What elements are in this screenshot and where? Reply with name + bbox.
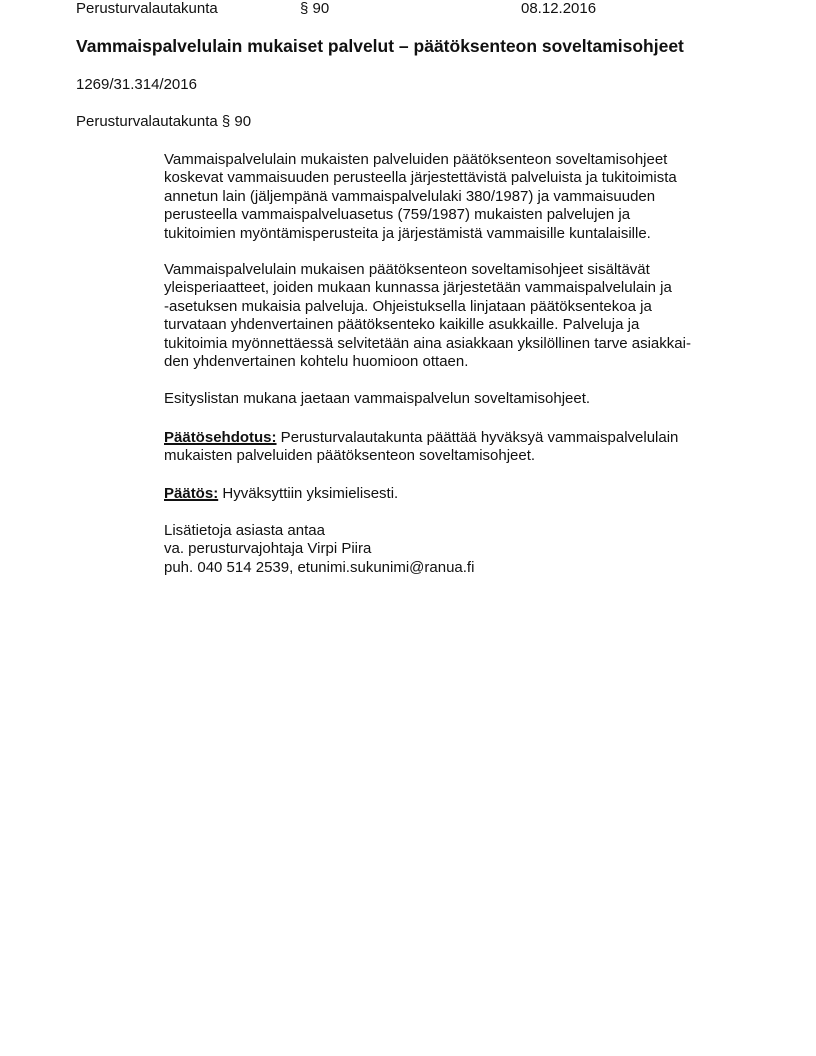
text-line: Esityslistan mukana jaetaan vammaispalvelun soveltamisohjeet.	[164, 390, 591, 407]
proposal-label: Päätösehdotus:	[164, 429, 277, 446]
text-line: mukaisten palveluiden päätöksenteon soveltamisohjeet.	[164, 447, 536, 465]
text-line: turvataan yhdenvertainen päätöksenteko kaikille asukkaille. Palveluja ja	[164, 316, 640, 334]
text-line: Vammaispalvelulain mukaisten palveluiden päätöksenteon soveltamisohjeet	[164, 151, 668, 168]
text-line: -asetuksen mukaisia palveluja. Ohjeistuksella linjataan päätöksentekoa ja	[164, 297, 652, 315]
paragraph-1	[164, 151, 677, 243]
contact-info	[164, 522, 474, 577]
decision-text: Hyväksyttiin yksimielisesti.	[218, 485, 399, 502]
text-line: annetun lain (jäljempänä vammaispalvelulaki 380/1987) ja vammaisuuden	[164, 187, 656, 205]
contact-line: puh. 040 514 2539, etunimi.sukunimi@ranua.fi	[164, 558, 475, 576]
decision-label: Päätös:	[164, 485, 219, 502]
header-date: 08.12.2016	[521, 0, 597, 17]
paragraph-2	[164, 261, 691, 371]
text-line: tukitoimien myöntämisperusteita ja järjestämistä vammaisille kuntalaisille.	[164, 224, 651, 242]
text-line: yleisperiaatteet, joiden mukaan kunnassa järjestetään vammaispalvelulain ja	[164, 279, 672, 297]
decision	[164, 485, 398, 503]
paragraph-3	[164, 390, 590, 408]
text-line: tukitoimia myönnettäessä selvitetään aina asiakkaan yksilöllinen tarve asiakkai-	[164, 334, 691, 352]
text-line: Vammaispalvelulain mukaisen päätöksenteon soveltamisohjeet sisältävät	[164, 261, 650, 278]
record-number: 1269/31.314/2016	[76, 76, 197, 93]
page-title: Vammaispalvelulain mukaiset palvelut – päätöksenteon soveltamisohjeet	[76, 36, 684, 56]
text-line: perusteella vammaispalveluasetus (759/1987) mukaisten palvelujen ja	[164, 206, 631, 224]
committee-section: Perusturvalautakunta § 90	[76, 113, 252, 130]
contact-line: va. perusturvajohtaja Virpi Piira	[164, 540, 372, 558]
contact-line: Lisätietoja asiasta antaa	[164, 522, 325, 539]
text-line: koskevat vammaisuuden perusteella järjestettävistä palveluista ja tukitoimista	[164, 169, 677, 187]
text-line: den yhdenvertainen kohtelu huomioon ottaen.	[164, 353, 469, 371]
header-committee: Perusturvalautakunta	[76, 0, 218, 17]
proposal-text: Perusturvalautakunta päättää hyväksyä vammaispalvelulain	[276, 429, 679, 446]
decision-proposal	[164, 429, 678, 466]
header-section: § 90	[300, 0, 330, 17]
